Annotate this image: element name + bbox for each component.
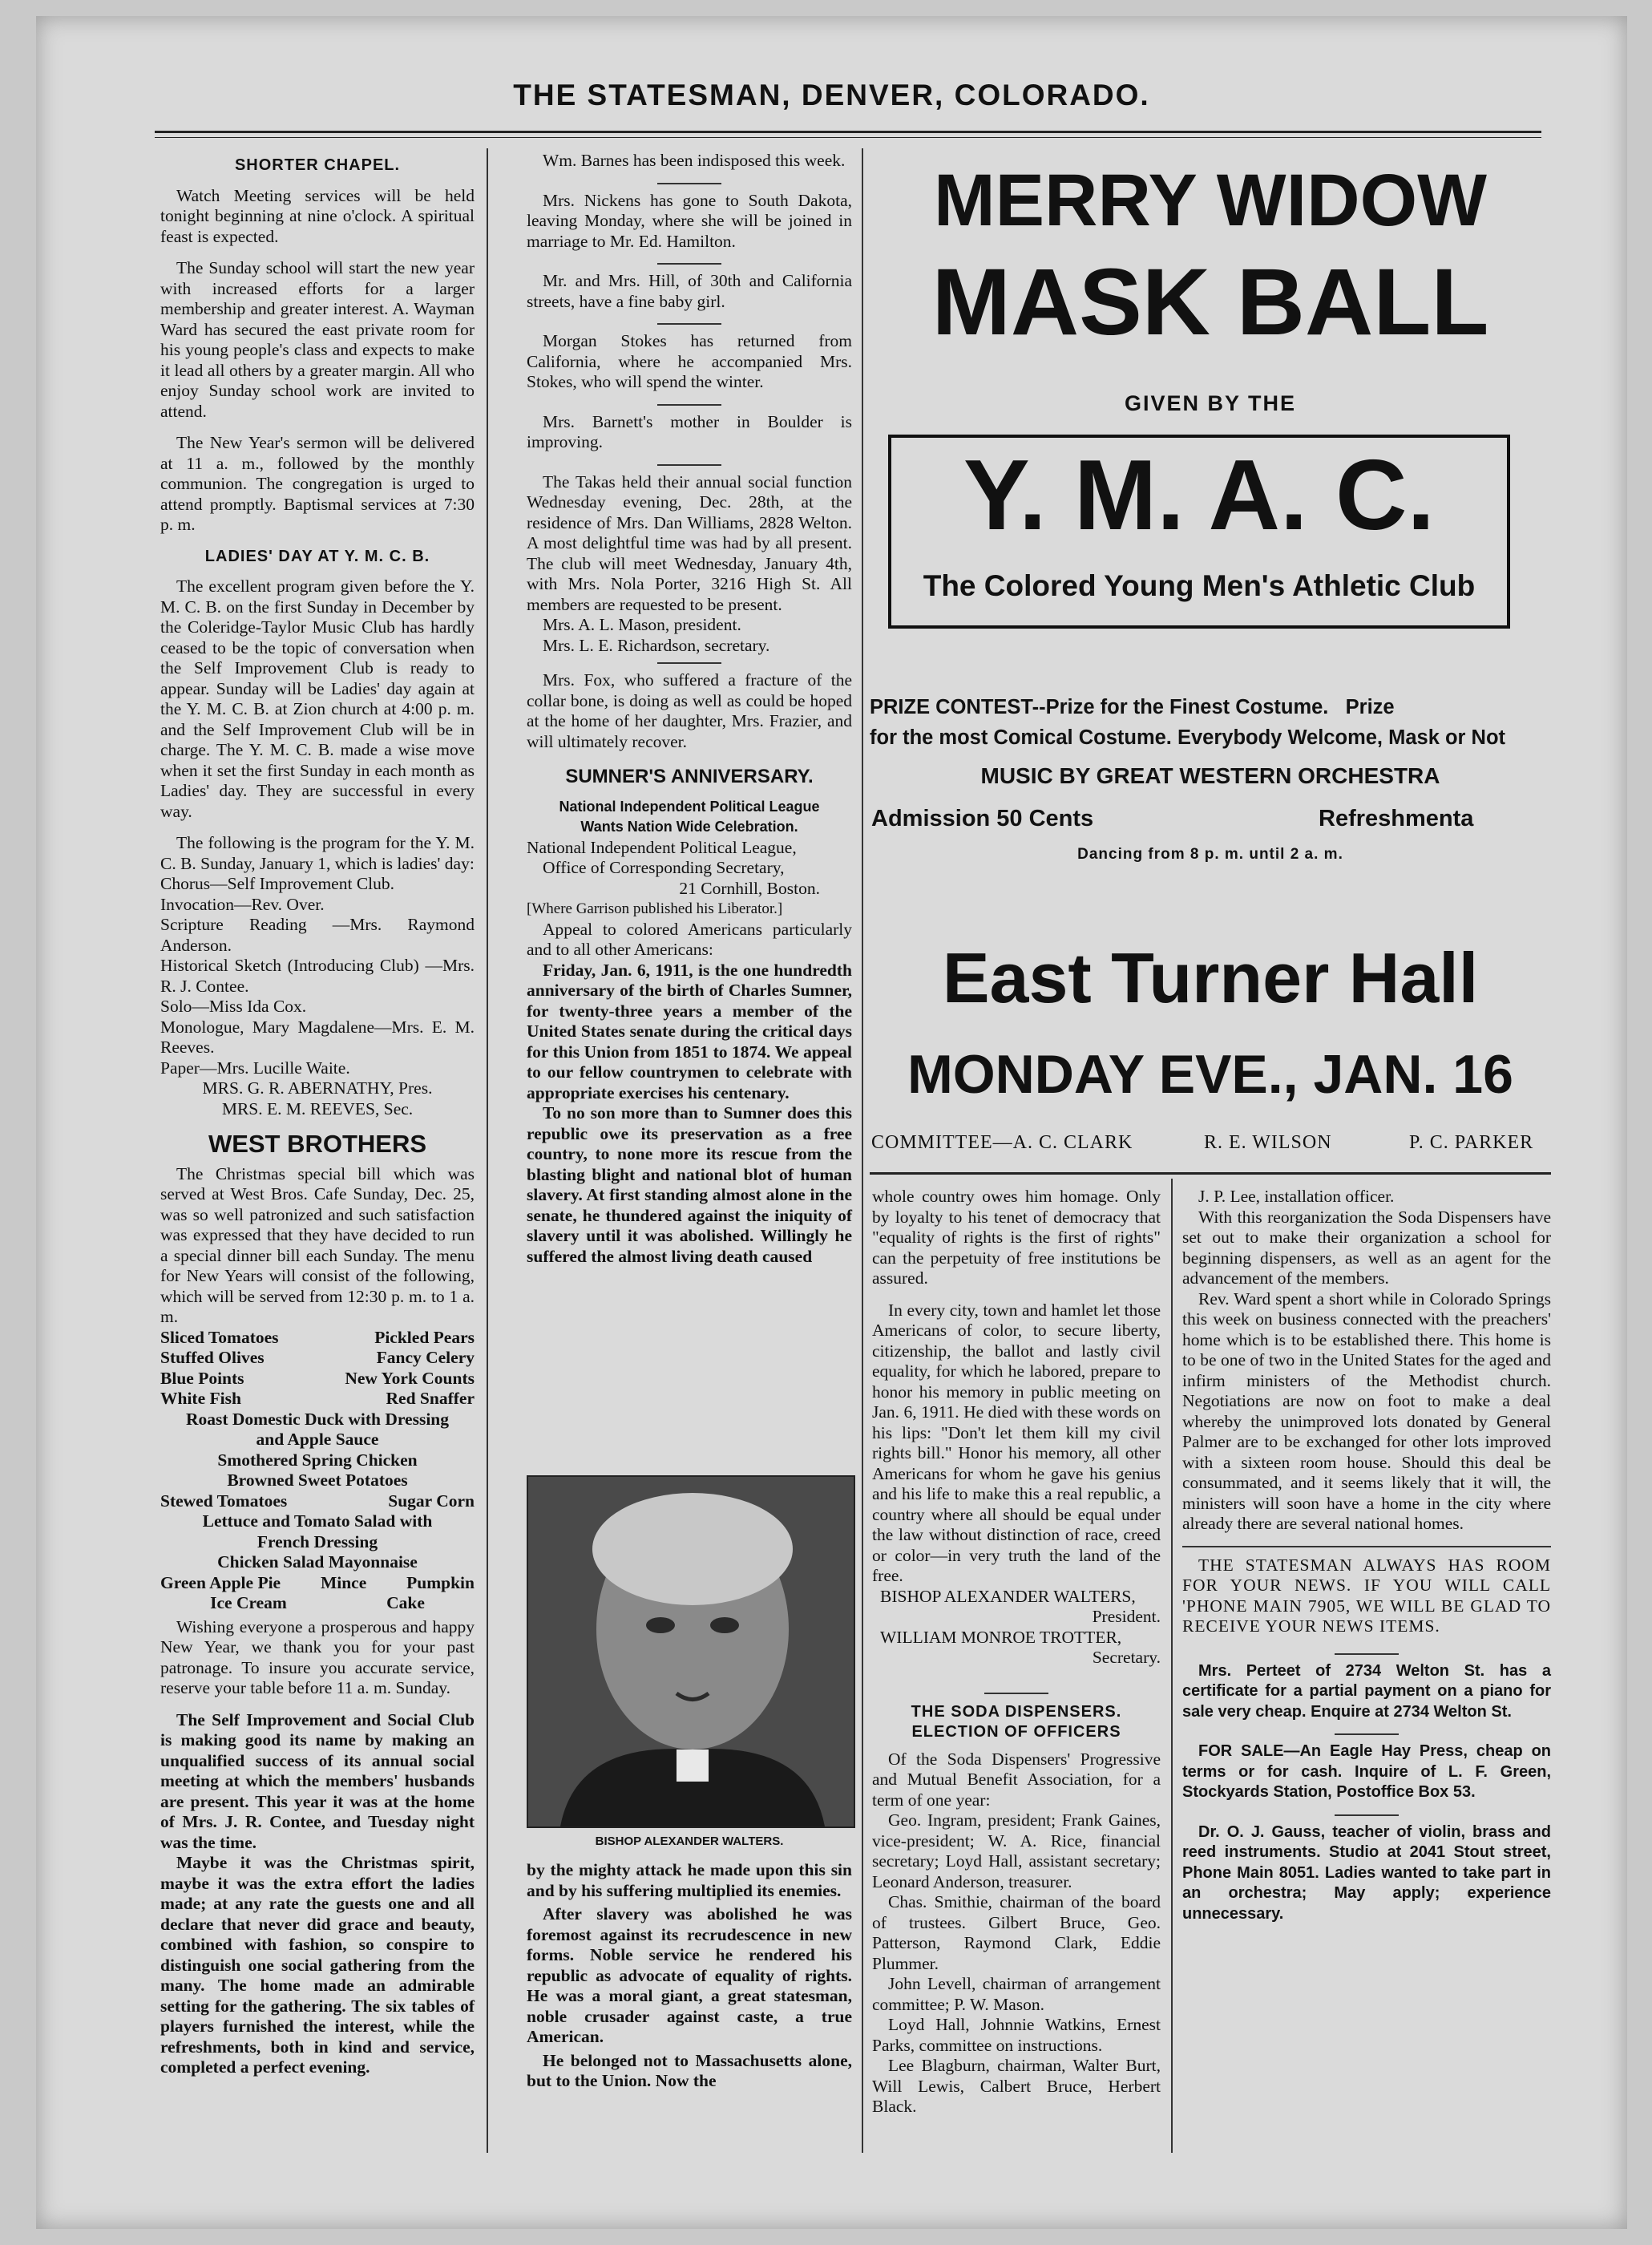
separator: [1335, 1653, 1399, 1655]
program-item: Historical Sketch (Introducing Club) —Mrs. R. J. Contee.: [160, 956, 475, 996]
ad-date: MONDAY EVE., JAN. 16: [907, 1044, 1513, 1105]
signature: MRS. G. R. ABERNATHY, Pres.: [202, 1078, 433, 1098]
newspaper-page: [36, 16, 1627, 2229]
paragraph: Maybe it was the Christmas spirit, maybe it was the extra effort the ladies made; at any rate the guests one and all declare that never did grace and beauty, combined with fashion, so conspire to distinguish one social gathering from the many. The home made an admirable setting for the gathering. The six tables of players furnished the interest, while the refreshments, both in kind and service, completed a perfect evening.: [160, 1853, 475, 2077]
paragraph: whole country owes him homage. Only by loyalty to his tenet of democracy that "equality of rights is the first of rights" can the perpetuity of free institutions be assured.: [872, 1187, 1161, 1288]
paragraph: Wishing everyone a prosperous and happy New Year, we thank you for your past patronage. To insure you accurate service, reserve your table before 11 a. m. Sunday.: [160, 1616, 475, 1697]
ad-refreshments: Refreshmenta: [1319, 806, 1474, 831]
column-divider: [487, 148, 488, 2153]
ad-committee-1: COMMITTEE—A. C. CLARK: [871, 1132, 1133, 1153]
address-line: [Where Garrison published his Liberator.]: [527, 900, 783, 917]
separator: [984, 1693, 1048, 1694]
notice-box: THE STATESMAN ALWAYS HAS ROOM FOR YOUR NEWS. IF YOU WILL CALL 'PHONE MAIN 7905, WE WILL BE GLAD TO RECEIVE YOUR NEWS ITEMS.: [1182, 1555, 1551, 1636]
masthead-rule: [155, 131, 1541, 133]
column-4: [1182, 1187, 1551, 1936]
classified: FOR SALE—An Eagle Hay Press, cheap on terms or for cash. Inquire of L. F. Green, Stockyards Station, Postoffice Box 53.: [1182, 1742, 1551, 1801]
program-item: Solo—Miss Ida Cox.: [160, 997, 307, 1016]
ad-committee-2: R. E. WILSON: [1204, 1132, 1332, 1153]
paragraph: With this reorganization the Soda Dispensers have set out to make their organization a school for beginning dispensers, as well as an agent for the advancement of the members.: [1182, 1207, 1551, 1288]
address-line: National Independent Political League,: [527, 837, 797, 857]
news-item: Mrs. A. L. Mason, president.: [543, 615, 741, 634]
menu-row: Lettuce and Tomato Salad with: [202, 1511, 433, 1531]
column-divider: [1171, 1179, 1173, 2153]
program-item: Paper—Mrs. Lucille Waite.: [160, 1058, 350, 1078]
paragraph: Rev. Ward spent a short while in Colorado Springs this week on business connected with the preachers' home which is to be established there. This home is to be one of two in the United States for the aged and infirm ministers of the Methodist church. Negotiations are now on foot to make a deal whereby the unimproved lots donated by General Palmer are to be exchanged for other lots improved with a sixteen room house. Should this deal be consummated, and it seems likely that it will, the ministers will soon have a home in the city where already there are several national homes.: [1182, 1288, 1551, 1533]
news-item: Mrs. Fox, who suffered a fracture of the collar bone, is doing as well as could be hoped at the home of her daughter, Mrs. Frazier, and will ultimately recover.: [527, 670, 852, 751]
paragraph: Watch Meeting services will be held tonight beginning at nine o'clock. A spiritual feast is expected.: [160, 185, 475, 246]
menu-row: Blue Points New York Counts: [160, 1368, 475, 1388]
heading-ladies-day: LADIES' DAY AT Y. M. C. B.: [204, 547, 430, 565]
program-item: Scripture Reading —Mrs. Raymond Anderson.: [160, 915, 475, 955]
column-2: [527, 151, 852, 1278]
ad-music: MUSIC BY GREAT WESTERN ORCHESTRA: [980, 763, 1440, 788]
separator: [657, 464, 721, 466]
program-item: Monologue, Mary Magdalene—Mrs. E. M. Reeves.: [160, 1017, 475, 1057]
separator: [1335, 1814, 1399, 1816]
ad-committee-3: P. C. PARKER: [1409, 1132, 1534, 1153]
ad-club-name: The Colored Young Men's Athletic Club: [923, 569, 1476, 602]
news-item: Mr. and Mrs. Hill, of 30th and California streets, have a fine baby girl.: [527, 271, 852, 311]
paragraph: After slavery was abolished he was foremost against its recrudescence in new forms. Noble service he rendered his republic as advocate of equality of rights. He was a moral giant, a great statesman, noble crusader against caste, a true American.: [527, 1904, 852, 2046]
address-line: Office of Corresponding Secretary,: [543, 858, 785, 877]
separator: [1335, 1733, 1399, 1735]
menu-row: Browned Sweet Potatoes: [227, 1470, 408, 1490]
ad-admission: Admission 50 Cents: [871, 806, 1094, 831]
paragraph: The Self Improvement and Social Club is making good its name by making an unqualified success of its annual social meeting at which the members' husbands are present. This year it was at the home of Mrs. J. R. Contee, and Tuesday night was the time.: [160, 1709, 475, 1852]
ad-bottom-rule: [870, 1172, 1551, 1175]
paragraph: J. P. Lee, installation officer.: [1198, 1187, 1395, 1206]
paragraph: The following is the program for the Y. M. C. B. Sunday, January 1, which is ladies' day:: [160, 833, 475, 873]
portrait-image: [528, 1477, 854, 1826]
paragraph: Lee Blagburn, chairman, Walter Burt, Will Lewis, Calbert Bruce, Herbert Black.: [872, 2056, 1161, 2116]
program-item: Chorus—Self Improvement Club.: [160, 874, 395, 893]
signature: WILLIAM MONROE TROTTER,: [880, 1627, 1122, 1647]
separator: [1182, 1546, 1551, 1547]
classified: Dr. O. J. Gauss, teacher of violin, brass and reed instruments. Studio at 2041 Stout street, Phone Main 8051. Ladies wanted to take part in an orchestra; May apply; experience unnecessary.: [1182, 1822, 1551, 1923]
menu-row: and Apple Sauce: [256, 1430, 379, 1449]
signature: BISHOP ALEXANDER WALTERS,: [880, 1586, 1136, 1606]
ad-prize-1: PRIZE CONTEST--Prize for the Finest Costume. Prize: [870, 696, 1395, 718]
menu-row: Smothered Spring Chicken: [217, 1450, 418, 1470]
signature: MRS. E. M. REEVES, Sec.: [221, 1098, 414, 1118]
news-item: Mrs. L. E. Richardson, secretary.: [543, 635, 770, 655]
heading-shorter-chapel: SHORTER CHAPEL.: [234, 156, 401, 174]
heading-sumner: SUMNER'S ANNIVERSARY.: [565, 766, 814, 787]
classified: Mrs. Perteet of 2734 Welton St. has a certificate for a partial payment on a piano for sale very cheap. Enquire at 2734 Welton St.: [1182, 1661, 1551, 1721]
paragraph: Appeal to colored Americans particularly and to all other Americans:: [527, 919, 852, 959]
separator: [657, 183, 721, 184]
paragraph: The New Year's sermon will be delivered at 11 a. m., followed by the monthly communion. The congregation is urged to attend promptly. Baptismal services at 7:30 p. m.: [160, 433, 475, 534]
paragraph: To no son more than to Sumner does this republic owe its preservation as a free country, to none more its rescue from the blasting blight and national blot of human slavery. At first standing almost alone in the senate, he thundered against the iniquity of slavery until it was abolished. Willingly he suffered the almost living death caused: [527, 1103, 852, 1266]
ad-dancing: Dancing from 8 p. m. until 2 a. m.: [1077, 846, 1343, 863]
heading-west-brothers: WEST BROTHERS: [208, 1130, 427, 1158]
ad-prize-2: for the most Comical Costume. Everybody Welcome, Mask or Not: [870, 726, 1506, 749]
paragraph: The excellent program given before the Y. M. C. B. on the first Sunday in December by the Coleridge-Taylor Music Club has hardly ceased to be the topic of conversation when the Self Improvement Club is ready to appear. Sunday will be Ladies' day again at the Y. M. C. B. at Zion church at 4:00 p. m. and the Self Improvement Club will be in charge. The Y. M. C. B. made a wise move when it set the first Sunday in each month as Ladies' day. They are successful in every way.: [160, 576, 475, 821]
news-item: The Takas held their annual social function Wednesday evening, Dec. 28th, at the residence of Mrs. Dan Williams, 2828 Welton. A most delightful time was had by all present. The club will meet Wednesday, January 4th, with Mrs. Nola Porter, 3216 High St. All members are requested to be present.: [527, 471, 852, 614]
separator: [657, 323, 721, 325]
news-item: Mrs. Barnett's mother in Boulder is improving.: [527, 411, 852, 451]
paragraph: The Christmas special bill which was served at West Bros. Cafe Sunday, Dec. 25, was so well patronized and such satisfaction was expressed that they have decided to run a special dinner bill each Sunday. The menu for New Years will consist of the following, which will be served from 12:30 p. m. to 1 a. m.: [160, 1163, 475, 1326]
separator: [657, 263, 721, 265]
menu-row: Stewed Tomatoes Sugar Corn: [160, 1491, 475, 1511]
ad-ymac: Y. M. A. C.: [963, 440, 1435, 551]
paragraph: Of the Soda Dispensers' Progressive and Mutual Benefit Association, for a term of one year:: [872, 1749, 1161, 1810]
menu-row: Sliced Tomatoes Pickled Pears: [160, 1327, 475, 1347]
menu-row: Ice Cream Cake: [210, 1593, 425, 1612]
ad-mask-ball: MASK BALL: [931, 249, 1489, 355]
column-2-continued: [527, 1860, 852, 2103]
separator: [657, 404, 721, 406]
heading-soda-election: ELECTION OF OFFICERS: [911, 1723, 1121, 1741]
paragraph: John Levell, chairman of arrangement committee; P. W. Mason.: [872, 1974, 1161, 2014]
ad-merry-widow: MERRY WIDOW: [934, 160, 1487, 241]
column-3: [872, 1187, 1161, 2129]
menu-row: Stuffed Olives Fancy Celery: [160, 1348, 475, 1367]
column-1: [160, 151, 475, 2089]
heading-soda: THE SODA DISPENSERS.: [911, 1702, 1122, 1721]
news-item: Wm. Barnes has been indisposed this week.: [543, 151, 846, 170]
address-line: 21 Cornhill, Boston.: [679, 878, 820, 898]
menu-row: Chicken Salad Mayonnaise: [217, 1552, 418, 1572]
paragraph: Chas. Smithie, chairman of the board of trustees. Gilbert Bruce, Geo. Patterson, Raymond Clark, Eddie Plummer.: [872, 1892, 1161, 1973]
program-item: Invocation—Rev. Over.: [160, 894, 325, 914]
ad-hall: East Turner Hall: [942, 938, 1479, 1017]
menu-row: Green Apple Pie Mince Pumpkin: [160, 1572, 475, 1592]
subheading: Wants Nation Wide Celebration.: [580, 819, 798, 835]
photo-caption: BISHOP ALEXANDER WALTERS.: [595, 1834, 784, 1848]
menu-row: Roast Domestic Duck with Dressing: [185, 1409, 450, 1429]
paragraph: Loyd Hall, Johnnie Watkins, Ernest Parks, committee on instructions.: [872, 2015, 1161, 2055]
portrait-photo: [527, 1475, 855, 1828]
menu-row: French Dressing: [256, 1531, 378, 1551]
paragraph: Geo. Ingram, president; Frank Gaines, vice-president; W. A. Rice, financial secretary; Loyd Hall, assistant secretary; Leonard Anderson, treasurer.: [872, 1810, 1161, 1891]
paragraph: In every city, town and hamlet let those Americans of color, to secure liberty, citizenship, the ballot and lastly civil equality, for which he labored, prepare to honor his memory in public meeting on Jan. 6, 1911. He died with these words on his lips: "Don't let them kill my civil rights bill." Honor his memory, all other Americans for whom he gave his genius and his life to make this a real republic, a country where all should be equal under the law without distinction of race, creed or color—in very truth the land of the free.: [872, 1300, 1161, 1585]
paragraph: He belonged not to Massachusetts alone, but to the Union. Now the: [527, 2050, 852, 2090]
separator: [657, 662, 721, 664]
news-item: Mrs. Nickens has gone to South Dakota, leaving Monday, where she will be joined in marriage to Mr. Ed. Hamilton.: [527, 190, 852, 251]
signature: Secretary.: [1092, 1648, 1161, 1667]
paragraph: Friday, Jan. 6, 1911, is the one hundredth anniversary of the birth of Charles Sumner, for twenty-three years a member of the United States senate during the critical days for this Union from 1851 to 1874. We appeal to our fellow countrymen to celebrate with appropriate exercises his centenary.: [527, 960, 852, 1102]
signature: President.: [1092, 1607, 1161, 1626]
ad-given-by: GIVEN BY THE: [1124, 391, 1297, 415]
paragraph: The Sunday school will start the new year with increased efforts for a larger membership and greater interest. A. Wayman Ward has secured the east private room for his young people's class and expects to make it lead all others by a greater margin. All who enjoy Sunday school work are invited to attend.: [160, 258, 475, 421]
masthead-rule-thin: [155, 137, 1541, 138]
column-divider: [862, 148, 863, 2153]
subheading: National Independent Political League: [559, 798, 820, 815]
news-item: Morgan Stokes has returned from California, where he accompanied Mrs. Stokes, who will spend the winter.: [527, 331, 852, 391]
menu-row: White Fish Red Snaffer: [160, 1389, 475, 1408]
masthead: THE STATESMAN, DENVER, COLORADO.: [513, 79, 1150, 111]
paragraph: by the mighty attack he made upon this sin and by his suffering multiplied its enemies.: [527, 1860, 852, 1900]
